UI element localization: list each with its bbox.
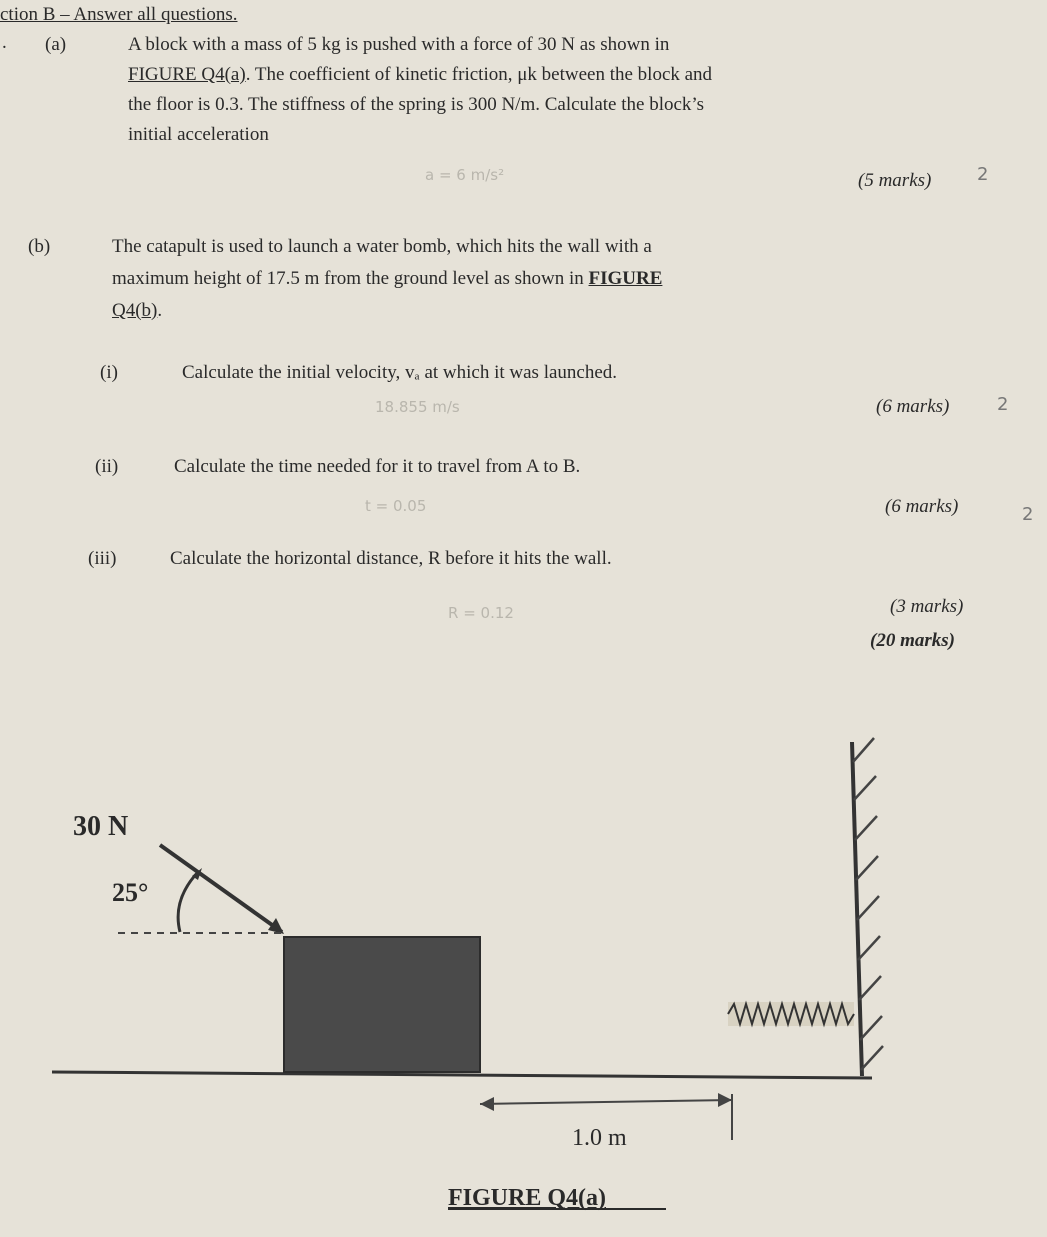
part-a-line-4: initial acceleration — [128, 124, 269, 145]
part-b-line-2-text: maximum height of 17.5 m from the ground level as shown in — [112, 268, 584, 289]
angle-label: 25° — [112, 878, 149, 907]
sub-ii-label: (ii) — [95, 456, 119, 477]
sub-iii-label: (iii) — [88, 548, 117, 569]
figure-ref-b-2: Q4(b) — [112, 300, 158, 321]
sub-i-tick: 2 — [997, 394, 1009, 415]
part-a-answer: a = 6 m/s² — [425, 166, 505, 184]
sub-i-label: (i) — [100, 362, 118, 383]
sub-ii-answer: t = 0.05 — [365, 497, 427, 515]
sub-i-marks: (6 marks) — [876, 396, 950, 417]
force-label: 30 N — [73, 811, 129, 842]
part-b-line-1: The catapult is used to launch a water bomb, which hits the wall with a — [112, 236, 652, 257]
part-a-line-3: the floor is 0.3. The stiffness of the spring is 300 N/m. Calculate the block’s — [128, 94, 705, 115]
part-a-label: (a) — [45, 34, 67, 55]
sub-ii-text: Calculate the time needed for it to travel from A to B. — [174, 456, 581, 477]
sub-iii-marks: (3 marks) — [890, 596, 964, 617]
block — [284, 937, 480, 1072]
distance-label: 1.0 m — [572, 1125, 627, 1151]
sub-iii-text: Calculate the horizontal distance, R before it hits the wall. — [170, 548, 612, 569]
figure-caption: FIGURE Q4(a) — [448, 1185, 606, 1211]
distance-arrow — [480, 1100, 732, 1104]
part-a-line-2-rest: . The coefficient of kinetic friction, μk between the block and — [245, 64, 713, 85]
distance-arrowhead-left — [480, 1097, 494, 1111]
distance-arrowhead-right — [718, 1093, 732, 1107]
sub-iii-answer: R = 0.12 — [448, 604, 514, 622]
figure-ref-a: FIGURE Q4(a) — [128, 64, 246, 85]
sub-ii-tick: 2 — [1022, 504, 1034, 525]
part-a-marks: (5 marks) — [858, 170, 932, 191]
part-a-tick: 2 — [977, 164, 989, 185]
question-number: . — [2, 32, 7, 53]
total-marks: (20 marks) — [870, 630, 955, 651]
figure-ref-b-end: . — [157, 300, 163, 321]
part-b-label: (b) — [28, 236, 51, 257]
sub-ii-marks: (6 marks) — [885, 496, 959, 517]
sub-i-answer: 18.855 m/s — [375, 398, 460, 416]
sub-i-text: Calculate the initial velocity, vₐ at which it was launched. — [182, 362, 618, 383]
section-header: ction B – Answer all questions. — [0, 4, 238, 25]
figure-ref-b-1: FIGURE — [588, 268, 663, 289]
angle-arc — [178, 872, 198, 932]
part-a-line-1: A block with a mass of 5 kg is pushed with a force of 30 N as shown in — [128, 34, 670, 55]
